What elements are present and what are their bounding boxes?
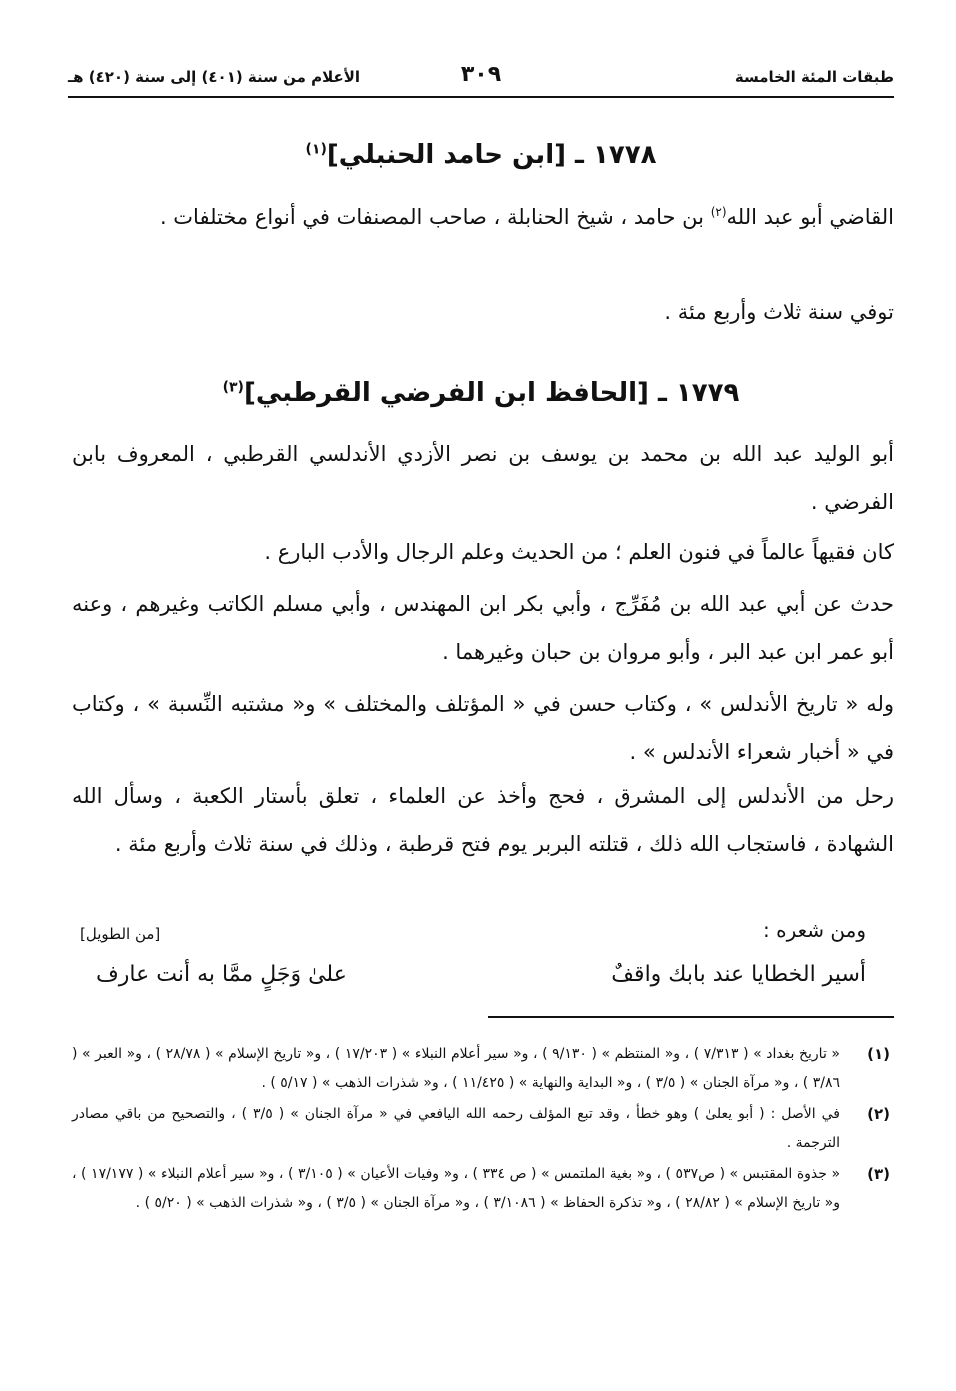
page-number: ٣٠٩ [460, 62, 502, 87]
poetic-meter: [من الطويل] [80, 925, 161, 943]
running-header [68, 62, 894, 92]
verse-line [96, 962, 866, 1002]
footnote [72, 1040, 894, 1098]
paragraph: حدث عن أبي عبد الله بن مُفَرِّج ، وأبي بكر ابن المهندس ، وأبي مسلم الكاتب وغيرهم ، وعنه أبو عمر ابن عبد البر ، وأبو مروان بن حبان وغيرهما . [72, 592, 894, 664]
entry-title-text: ١٧٧٩ ـ [الحافظ ابن الفرضي القرطبي] [243, 378, 740, 408]
footnote-number: (٢) [867, 1105, 890, 1123]
footnote-ref: (١) [305, 141, 327, 158]
entry-title-text: ١٧٧٨ ـ [ابن حامد الحنبلي] [326, 140, 657, 170]
paragraph: أبو الوليد عبد الله بن محمد بن يوسف بن نصر الأزدي الأندلسي القرطبي ، المعروف بابن الفرضي . [72, 442, 894, 514]
paragraph: رحل من الأندلس إلى المشرق ، فحج وأخذ عن العلماء ، تعلق بأستار الكعبة ، وسأل الله الشهادة ، فاستجاب الله ذلك ، قتلته البربر يوم فتح قرطبة ، وذلك في سنة ثلاث وأربع مئة . [72, 784, 894, 856]
header-divider [68, 96, 894, 98]
footnote [72, 1100, 894, 1158]
paragraph: كان فقيهاً عالماً في فنون العلم ؛ من الحديث وعلم الرجال والأدب البارع . [264, 540, 894, 564]
first-hemistich: أسير الخطايا عند بابك واقفٌ [611, 962, 866, 987]
poetry-intro: ومن شعره : [763, 918, 866, 942]
paragraph: توفي سنة ثلاث وأربع مئة . [664, 300, 894, 324]
paragraph [72, 188, 894, 241]
footnote-ref: (٢) [710, 205, 727, 219]
footnote-number: (٣) [867, 1165, 890, 1183]
header-section-title: طبقات المئة الخامسة [734, 68, 894, 86]
footnote-text: في الأصل : ( أبو يعلىٰ ) وهو خطأ ، وقد تبع المؤلف رحمه الله اليافعي في « مرآة الجنان » ( ٣/٥ ) ، والتصحيح من باقي مصادر الترجمة . [72, 1106, 841, 1151]
footnote-ref: (٣) [222, 379, 244, 396]
footnote-number: (١) [867, 1045, 890, 1063]
second-hemistich: علىٰ وَجَلٍ ممَّا به أنت عارف [96, 962, 347, 987]
footnote-text: « جذوة المقتبس » ( ص٥٣٧ ) ، و« بغية الملتمس » ( ص ٣٣٤ ) ، و« وفيات الأعيان » ( ٣/١٠٥ ) ، و« سير أعلام النبلاء » ( ١٧/١٧٧ ) ، و« تاريخ الإسلام » ( ٢٨/٨٢ ) ، و« تذكرة الحفاظ » ( ٣/١٠٨٦ ) ، و« مرآة الجنان » ( ٣/٥ ) ، و« شذرات الذهب » ( ٥/٢٠ ) . [72, 1166, 841, 1211]
footnote-divider [488, 1016, 894, 1018]
footnote-text: « تاريخ بغداد » ( ٧/٣١٣ ) ، و« المنتظم » ( ٩/١٣٠ ) ، و« سير أعلام النبلاء » ( ١٧/٢٠٣ ) ، و« تاريخ الإسلام » ( ٢٨/٧٨ ) ، و« العبر » ( ٣/٨٦ ) ، و« مرآة الجنان » ( ٣/٥ ) ، و« البداية والنهاية » ( ١١/٤٢٥ ) ، و« شذرات الذهب » ( ٥/١٧ ) . [72, 1046, 840, 1091]
entry-title-1779 [68, 378, 894, 408]
paragraph-text: بن حامد ، شيخ الحنابلة ، صاحب المصنفات في أنواع مختلفات . [159, 205, 711, 229]
entry-title-1778 [68, 140, 894, 170]
footnotes [72, 1040, 894, 1220]
header-range: الأعلام من سنة (٤٠١) إلى سنة (٤٢٠) هـ [68, 68, 361, 86]
footnote [72, 1160, 894, 1218]
paragraph-text: القاضي أبو عبد الله [726, 205, 894, 229]
paragraph: وله « تاريخ الأندلس » ، وكتاب حسن في « المؤتلف والمختلف » و« مشتبه النِّسبة » ، وكتاب في « أخبار شعراء الأندلس » . [72, 692, 894, 764]
